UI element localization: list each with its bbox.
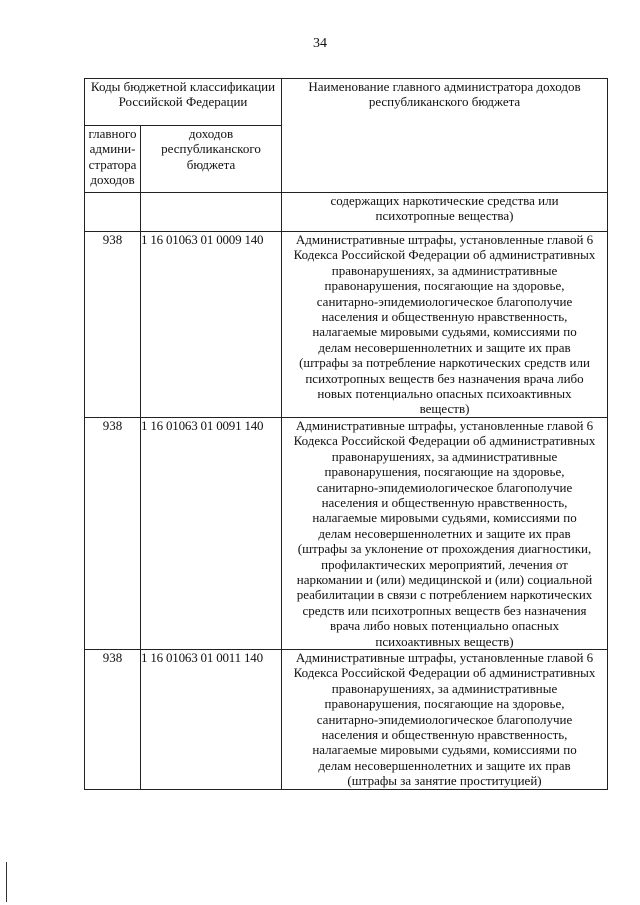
description-cell: [282, 649, 608, 789]
description-cell: [282, 232, 608, 418]
description-line: Административные штрафы, установленные главой 6: [295, 232, 594, 247]
admin-code-cell: 938: [85, 232, 141, 418]
description-line: (штрафы за потребление наркотических средств или: [299, 355, 590, 371]
description-line: санитарно-эпидемиологическое благополучие: [316, 293, 573, 309]
budget-codes-group-header: Коды бюджетной классификации Российской Федерации: [85, 79, 282, 126]
description-line: новых потенциально опасных психоактивных: [317, 386, 572, 402]
admin-code-cell: 938: [85, 417, 141, 649]
description-line: наркомании и (или) медицинской и (или) социальной: [296, 571, 593, 587]
description-line: (штрафы за занятие проституцией): [347, 773, 542, 789]
description-line: населения и общественную нравственность,: [321, 727, 568, 742]
income-code-cell: 1 16 01063 01 0011 140: [141, 649, 282, 789]
table-row: [85, 232, 608, 418]
description-line: населения и общественную нравственность,: [321, 494, 568, 510]
description-line: делам несовершеннолетних и защите их прав: [318, 757, 571, 773]
description-line: санитарно-эпидемиологическое благополучие: [316, 711, 573, 727]
description-line: налагаемые мировыми судьями, комиссиями по: [312, 324, 577, 340]
description-line: психоактивных веществ): [375, 633, 514, 649]
description-line: правонарушения, посягающие на здоровье,: [324, 464, 565, 480]
description-line: Административные штрафы, установленные главой 6: [295, 649, 594, 665]
description-line: реабилитации в связи с потреблением наркотических: [296, 587, 593, 603]
scan-margin-line: [6, 862, 7, 902]
description-line: санитарно-эпидемиологическое благополучие: [316, 479, 573, 495]
administrator-name-header: Наименование главного администратора доходов республиканского бюджета: [282, 79, 608, 193]
description-line: правонарушениях, за административные: [331, 262, 558, 278]
table-header-row: [85, 79, 608, 126]
description-line: Административные штрафы, установленные главой 6: [295, 417, 594, 433]
description-line: Кодекса Российской Федерации об административных: [293, 665, 596, 681]
description-cell: [282, 193, 608, 232]
budget-classification-table: [84, 78, 608, 790]
description-line: делам несовершеннолетних и защите их прав: [318, 339, 571, 355]
income-code-cell: 1 16 01063 01 0091 140: [141, 417, 282, 649]
description-line: правонарушениях, за административные: [331, 680, 558, 696]
description-line: правонарушения, посягающие на здоровье,: [324, 278, 565, 294]
description-line: психотропных веществ без назначения врача либо: [305, 370, 584, 386]
table-row: [85, 193, 608, 232]
admin-code-header: главного админи-стратора доходов: [85, 126, 141, 193]
description-line: веществ): [419, 401, 470, 417]
page-number: 34: [313, 36, 327, 51]
description-line: содержащих наркотические средства или: [330, 193, 559, 208]
description-line: профилактических мероприятий, лечения от: [321, 556, 568, 572]
table-row: [85, 417, 608, 649]
table-row: [85, 649, 608, 789]
admin-code-cell: 938: [85, 649, 141, 789]
income-code-header: доходов республиканского бюджета: [141, 126, 282, 193]
description-line: правонарушения, посягающие на здоровье,: [324, 696, 565, 712]
description-line: Кодекса Российской Федерации об административных: [293, 433, 596, 449]
admin-code-cell: [85, 193, 141, 232]
description-line: врача либо новых потенциально опасных: [329, 618, 560, 634]
description-line: психотропные вещества): [375, 208, 514, 224]
description-line: налагаемые мировыми судьями, комиссиями по: [312, 510, 577, 526]
description-line: делам несовершеннолетних и защите их прав: [318, 525, 571, 541]
description-line: налагаемые мировыми судьями, комиссиями по: [312, 742, 577, 758]
description-line: (штрафы за уклонение от прохождения диагностики,: [297, 541, 592, 557]
income-code-cell: 1 16 01063 01 0009 140: [141, 232, 282, 418]
description-cell: [282, 417, 608, 649]
description-line: населения и общественную нравственность,: [321, 309, 568, 325]
income-code-cell: [141, 193, 282, 232]
description-line: правонарушениях, за административные: [331, 448, 558, 464]
description-line: Кодекса Российской Федерации об административных: [293, 247, 596, 263]
description-line: средств или психотропных веществ без назначения: [302, 602, 587, 618]
